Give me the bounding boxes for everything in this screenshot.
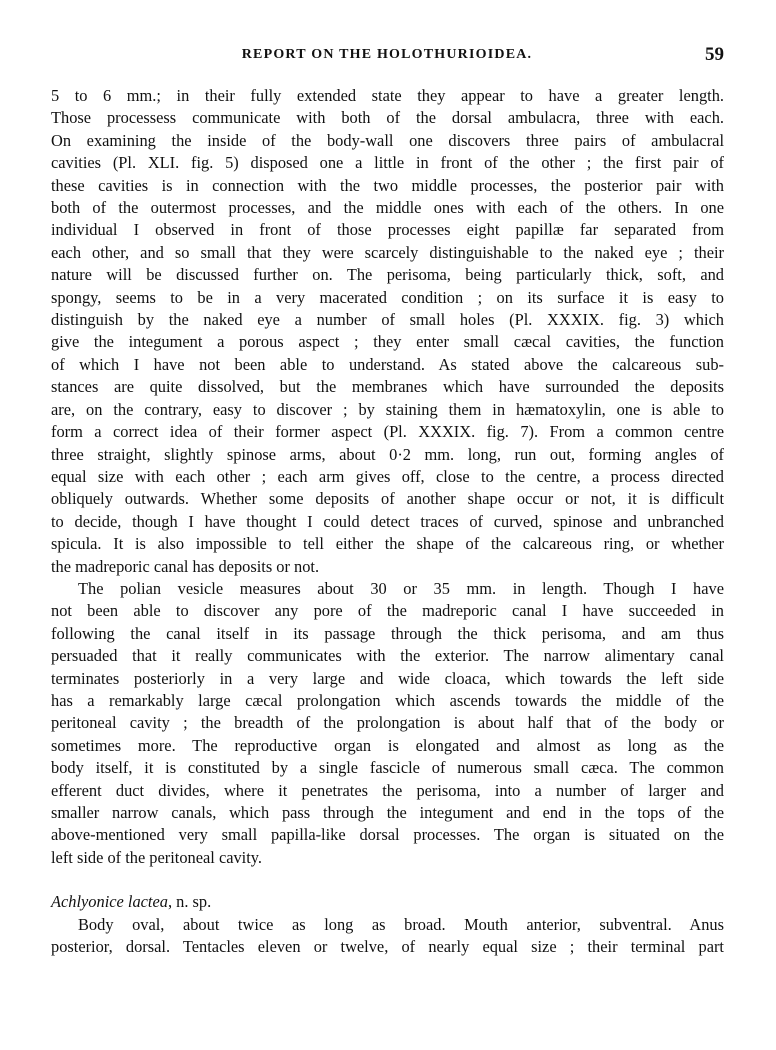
text-line: terminates posteriorly in a very large and wide cloaca, which towards the left side [51, 668, 724, 688]
text-line: has a remarkably large cæcal prolongation which ascends towards the middle of the [51, 690, 724, 710]
text-line: nature will be discussed further on. The perisoma, being particularly thick, soft, and [51, 265, 724, 285]
text-line: sometimes more. The reproductive organ is elongated and almost as long as the [51, 735, 724, 755]
text-line: persuaded that it really communicates with the exterior. The narrow alimentary canal [51, 646, 724, 666]
text-line: not been able to discover any pore of the madreporic canal I have succeeded in [51, 601, 724, 621]
text-line: smaller narrow canals, which pass through the integument and end in the tops of the [51, 803, 724, 822]
page-number: 59 [705, 44, 724, 65]
text-line: form a correct idea of their former aspect (Pl. XXXIX. fig. 7). From a common centre [51, 422, 724, 442]
running-title: REPORT ON THE HOLOTHURIOIDEA. [241, 47, 533, 62]
species-name: Achlyonice lactea [51, 892, 168, 912]
text-line: these cavities is in connection with the two middle processes, the posterior pair with [51, 175, 724, 195]
text-line: body itself, it is constituted by a single fascicle of numerous small cæca. The common [51, 758, 724, 778]
text-line: above-mentioned very small papilla-like dorsal processes. The organ is situated on the [51, 825, 724, 845]
text-line: of which I have not been able to understand. As stated above the calcareous sub- [51, 354, 724, 374]
text-line: 5 to 6 mm.; in their fully extended state they appear to have a greater length. [51, 86, 724, 105]
text-line: The polian vesicle measures about 30 or 35 mm. in length. Though I have [78, 578, 724, 598]
section-gap [51, 869, 724, 891]
text-line: obliquely outwards. Whether some deposits of another shape occur or not, it is difficult [51, 489, 724, 509]
text-line: following the canal itself in its passage through the thick perisoma, and am thus [51, 623, 724, 643]
text-line: peritoneal cavity ; the breadth of the prolongation is about half that of the body or [51, 713, 724, 733]
text-line: are, on the contrary, easy to discover ; by staining them in hæmatoxylin, one is able to [51, 399, 724, 419]
text-line: efferent duct divides, where it penetrates the perisoma, into a number of larger and [51, 780, 724, 800]
running-head [50, 44, 724, 68]
text-line: Those processess communicate with both of the dorsal ambulacra, three with each. [51, 108, 724, 128]
text-line: Body oval, about twice as long as broad. Mouth anterior, subventral. Anus [78, 914, 724, 934]
text-line: to decide, though I have thought I could detect traces of curved, spinose and unbranched [51, 511, 724, 531]
text-line: three straight, slightly spinose arms, about 0·2 mm. long, run out, forming angles of [51, 444, 724, 464]
text-line: spongy, seems to be in a very macerated condition ; on its surface it is easy to [51, 287, 724, 307]
text-line: spicula. It is also impossible to tell either the shape of the calcareous ring, or whether [51, 534, 724, 554]
text-line: stances are quite dissolved, but the membranes which have surrounded the deposits [51, 377, 724, 397]
text-line: both of the outermost processes, and the middle ones with each of the others. In one [51, 198, 724, 218]
paragraph-3 [51, 914, 724, 959]
paragraph-1 [51, 85, 724, 578]
species-heading [51, 891, 724, 913]
text-line: give the integument a porous aspect ; they enter small cæcal cavities, the function [51, 332, 724, 352]
text-line: distinguish by the naked eye a number of small holes (Pl. XXXIX. fig. 3) which [51, 310, 724, 330]
text-line: individual I observed in front of those processes eight papillæ far separated from [51, 220, 724, 240]
text-line: the madreporic canal has deposits or not. [51, 556, 320, 576]
text-line: left side of the peritoneal cavity. [51, 847, 263, 867]
text-line: each other, and so small that they were scarcely distinguishable to the naked eye ; their [51, 242, 724, 262]
body-text [51, 85, 724, 958]
species-suffix: , n. sp. [167, 892, 212, 912]
text-line: equal size with each other ; each arm gives off, close to the centre, a process directed [51, 466, 724, 486]
text-line: cavities (Pl. XLI. fig. 5) disposed one a little in front of the other ; the first pair of [51, 153, 724, 173]
text-line: On examining the inside of the body-wall one discovers three pairs of ambulacral [51, 130, 724, 150]
paragraph-2 [51, 578, 724, 869]
text-line: posterior, dorsal. Tentacles eleven or twelve, of nearly equal size ; their terminal part [51, 937, 724, 957]
